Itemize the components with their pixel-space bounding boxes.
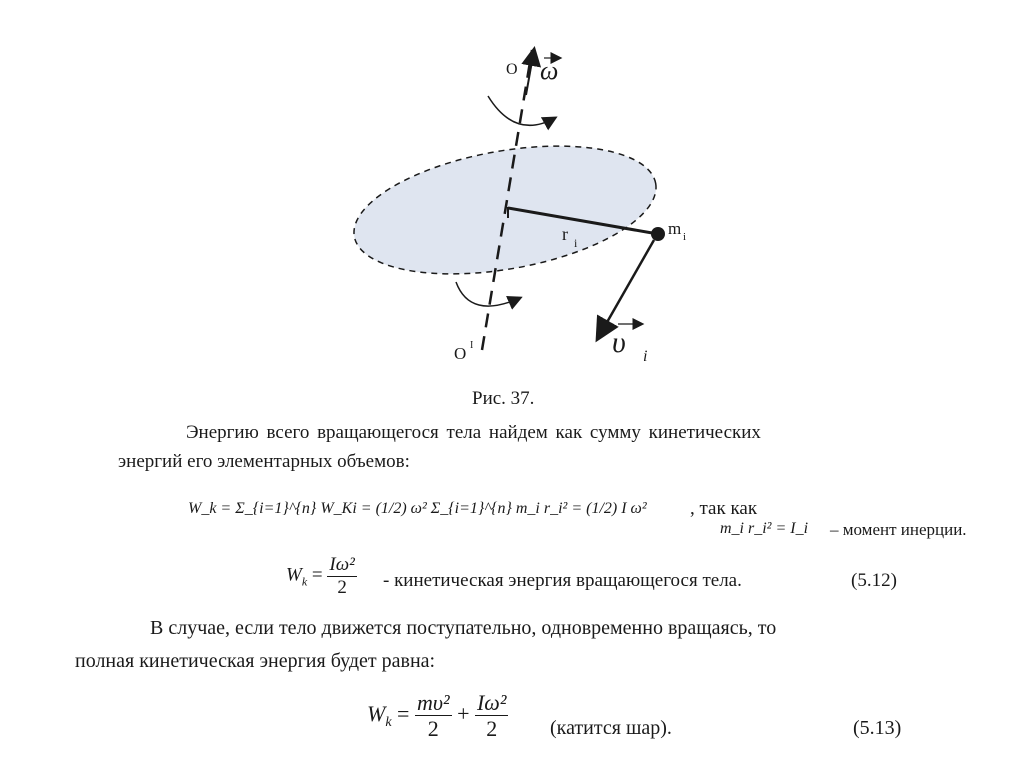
equation3-lhs-sub: k (385, 715, 392, 731)
equation2 (286, 554, 357, 599)
equation3-fraction2 (475, 690, 508, 742)
velocity-vector (598, 240, 654, 338)
axis-bottom-label: O (454, 344, 467, 363)
equation3 (367, 690, 508, 742)
equation3-frac2-den: 2 (486, 716, 498, 742)
equation3-frac2-num: Iω² (476, 690, 507, 715)
velocity-sub: i (643, 348, 648, 365)
equation2-lhs-sub: k (301, 574, 308, 589)
mass-sub: i (683, 231, 687, 243)
paragraph2-line2: полная кинетическая энергия будет равна: (75, 650, 436, 672)
equation2-denominator: 2 (337, 576, 347, 598)
equation2-numerator: Iω² (329, 554, 355, 575)
mass-label: m (668, 219, 682, 238)
equation3-frac1-num: mυ² (416, 690, 450, 715)
equation3-text: (катится шар). (550, 717, 672, 739)
equation2-lhs: W (286, 564, 302, 586)
paragraph1-line2: энергий его элементарных объемов: (118, 451, 410, 472)
equation1-suffix: – момент инерции. (830, 520, 967, 539)
axis-bottom-prime: I (470, 340, 474, 351)
equation3-plus: + (457, 700, 470, 726)
omega-label: ω (540, 56, 559, 85)
radius-sub: i (574, 236, 578, 250)
equation2-fraction (327, 554, 356, 599)
paragraph1-line1: Энергию всего вращающегося тела найдем как сумму кинетических (186, 422, 761, 443)
equation1-connector: , так как (690, 498, 758, 519)
radius-label: r (562, 224, 568, 244)
equation1-formula: W_k = Σ_{i=1}^{n} W_Ki = (1/2) ω² Σ_{i=1}^{n} m_i r_i² = (1/2) I ω² (188, 500, 647, 517)
figure-caption: Рис. 37. (472, 388, 535, 409)
axis-top-label: O (506, 61, 518, 78)
equation2-number: (5.12) (851, 570, 897, 591)
equation3-number: (5.13) (853, 717, 902, 739)
equation3-equals: = (397, 700, 415, 726)
mass-point (651, 227, 665, 241)
equation3-lhs: W (367, 700, 386, 726)
velocity-label: υ (612, 326, 626, 359)
rotation-arrow-bottom (456, 282, 520, 306)
paragraph2-line1: В случае, если тело движется поступательно, одновременно вращаясь, то (150, 617, 777, 639)
equation1-text (690, 498, 757, 520)
equation3-frac1-den: 2 (427, 716, 439, 742)
equation2-equals: = (311, 564, 328, 586)
equation1-inertia: m_i r_i² = I_i (720, 520, 809, 537)
equation3-fraction1 (415, 690, 452, 742)
equation2-text: - кинетическая энергия вращающегося тела. (383, 570, 742, 591)
